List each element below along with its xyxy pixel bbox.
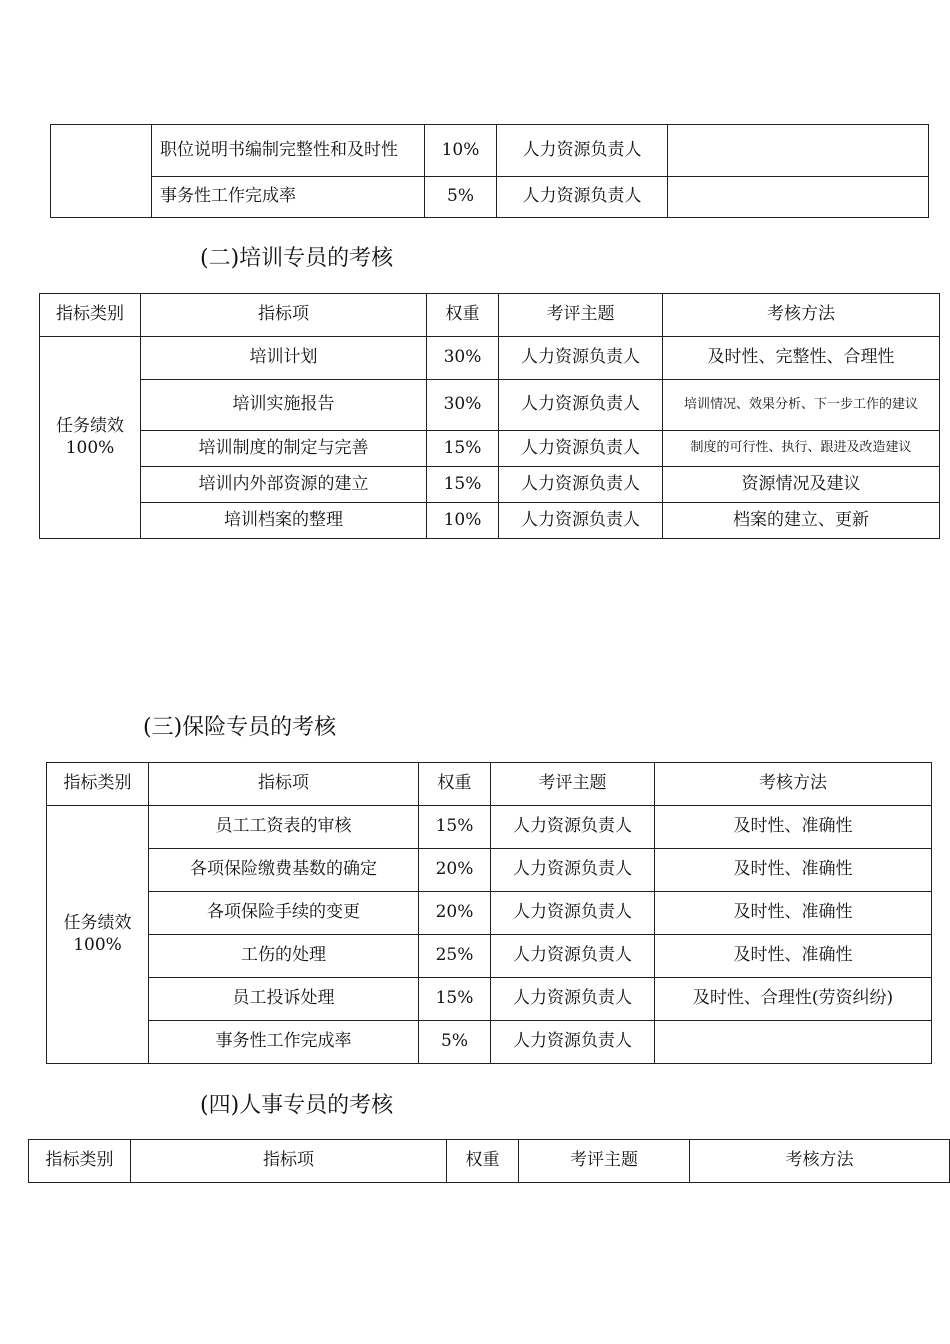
section-title-training: (二)培训专员的考核 <box>200 246 394 271</box>
table-row <box>40 431 940 467</box>
subject-cell: 人力资源负责人 <box>491 806 655 849</box>
weight-cell: 10% <box>427 503 499 539</box>
header-weight: 权重 <box>419 763 491 806</box>
category-cell <box>51 125 152 218</box>
weight-cell: 15% <box>419 978 491 1021</box>
subject-cell: 人力资源负责人 <box>491 978 655 1021</box>
table-row <box>47 849 932 892</box>
weight-cell: 30% <box>427 380 499 431</box>
category-cell: 任务绩效100% <box>47 806 149 1064</box>
table-personnel-specialist <box>28 1139 950 1183</box>
method-cell: 制度的可行性、执行、跟进及改造建议 <box>663 431 940 467</box>
method-cell: 资源情况及建议 <box>663 467 940 503</box>
subject-cell: 人力资源负责人 <box>497 125 668 177</box>
weight-cell: 30% <box>427 337 499 380</box>
table-row <box>47 978 932 1021</box>
header-method: 考核方法 <box>663 294 940 337</box>
header-subject: 考评主题 <box>491 763 655 806</box>
item-cell: 培训制度的制定与完善 <box>141 431 427 467</box>
table-row <box>47 892 932 935</box>
table-header-row <box>40 294 940 337</box>
method-cell <box>655 1021 932 1064</box>
header-item: 指标项 <box>141 294 427 337</box>
subject-cell: 人力资源负责人 <box>499 467 663 503</box>
header-weight: 权重 <box>427 294 499 337</box>
method-cell: 及时性、准确性 <box>655 806 932 849</box>
item-cell: 培训实施报告 <box>141 380 427 431</box>
method-cell: 及时性、准确性 <box>655 849 932 892</box>
table-row <box>40 337 940 380</box>
table-insurance-specialist <box>46 762 932 1064</box>
weight-cell: 5% <box>425 177 497 218</box>
item-cell: 培训内外部资源的建立 <box>141 467 427 503</box>
item-cell: 工伤的处理 <box>149 935 419 978</box>
weight-cell: 25% <box>419 935 491 978</box>
weight-cell: 15% <box>419 806 491 849</box>
section-title-insurance: (三)保险专员的考核 <box>143 715 337 740</box>
header-item: 指标项 <box>149 763 419 806</box>
method-cell: 培训情况、效果分析、下一步工作的建议 <box>663 380 940 431</box>
subject-cell: 人力资源负责人 <box>499 503 663 539</box>
header-category: 指标类别 <box>47 763 149 806</box>
method-cell <box>668 177 929 218</box>
category-cell: 任务绩效100% <box>40 337 141 539</box>
item-cell: 各项保险手续的变更 <box>149 892 419 935</box>
method-cell: 档案的建立、更新 <box>663 503 940 539</box>
item-cell: 员工投诉处理 <box>149 978 419 1021</box>
subject-cell: 人力资源负责人 <box>491 935 655 978</box>
item-cell: 职位说明书编制完整性和及时性 <box>152 125 425 177</box>
table-header-row <box>29 1140 950 1183</box>
item-cell: 事务性工作完成率 <box>152 177 425 218</box>
subject-cell: 人力资源负责人 <box>491 1021 655 1064</box>
table-row <box>51 125 929 177</box>
table-hr-continuation <box>50 124 929 218</box>
table-row <box>47 806 932 849</box>
table-row <box>40 467 940 503</box>
weight-cell: 20% <box>419 849 491 892</box>
section-title-personnel: (四)人事专员的考核 <box>200 1093 394 1118</box>
subject-cell: 人力资源负责人 <box>499 380 663 431</box>
table-row <box>40 380 940 431</box>
header-item: 指标项 <box>131 1140 447 1183</box>
item-cell: 培训档案的整理 <box>141 503 427 539</box>
header-method: 考核方法 <box>690 1140 950 1183</box>
item-cell: 事务性工作完成率 <box>149 1021 419 1064</box>
item-cell: 各项保险缴费基数的确定 <box>149 849 419 892</box>
subject-cell: 人力资源负责人 <box>491 892 655 935</box>
method-cell: 及时性、准确性 <box>655 892 932 935</box>
method-cell: 及时性、完整性、合理性 <box>663 337 940 380</box>
table-training-specialist <box>39 293 940 539</box>
weight-cell: 15% <box>427 431 499 467</box>
weight-cell: 15% <box>427 467 499 503</box>
header-method: 考核方法 <box>655 763 932 806</box>
table-row <box>47 935 932 978</box>
subject-cell: 人力资源负责人 <box>499 431 663 467</box>
header-category: 指标类别 <box>29 1140 131 1183</box>
subject-cell: 人力资源负责人 <box>499 337 663 380</box>
header-subject: 考评主题 <box>519 1140 690 1183</box>
weight-cell: 20% <box>419 892 491 935</box>
method-cell: 及时性、合理性(劳资纠纷) <box>655 978 932 1021</box>
table-row <box>51 177 929 218</box>
item-cell: 培训计划 <box>141 337 427 380</box>
method-cell: 及时性、准确性 <box>655 935 932 978</box>
subject-cell: 人力资源负责人 <box>491 849 655 892</box>
item-cell: 员工工资表的审核 <box>149 806 419 849</box>
table-row <box>47 1021 932 1064</box>
header-weight: 权重 <box>447 1140 519 1183</box>
weight-cell: 5% <box>419 1021 491 1064</box>
subject-cell: 人力资源负责人 <box>497 177 668 218</box>
table-row <box>40 503 940 539</box>
weight-cell: 10% <box>425 125 497 177</box>
table-header-row <box>47 763 932 806</box>
method-cell <box>668 125 929 177</box>
header-subject: 考评主题 <box>499 294 663 337</box>
header-category: 指标类别 <box>40 294 141 337</box>
